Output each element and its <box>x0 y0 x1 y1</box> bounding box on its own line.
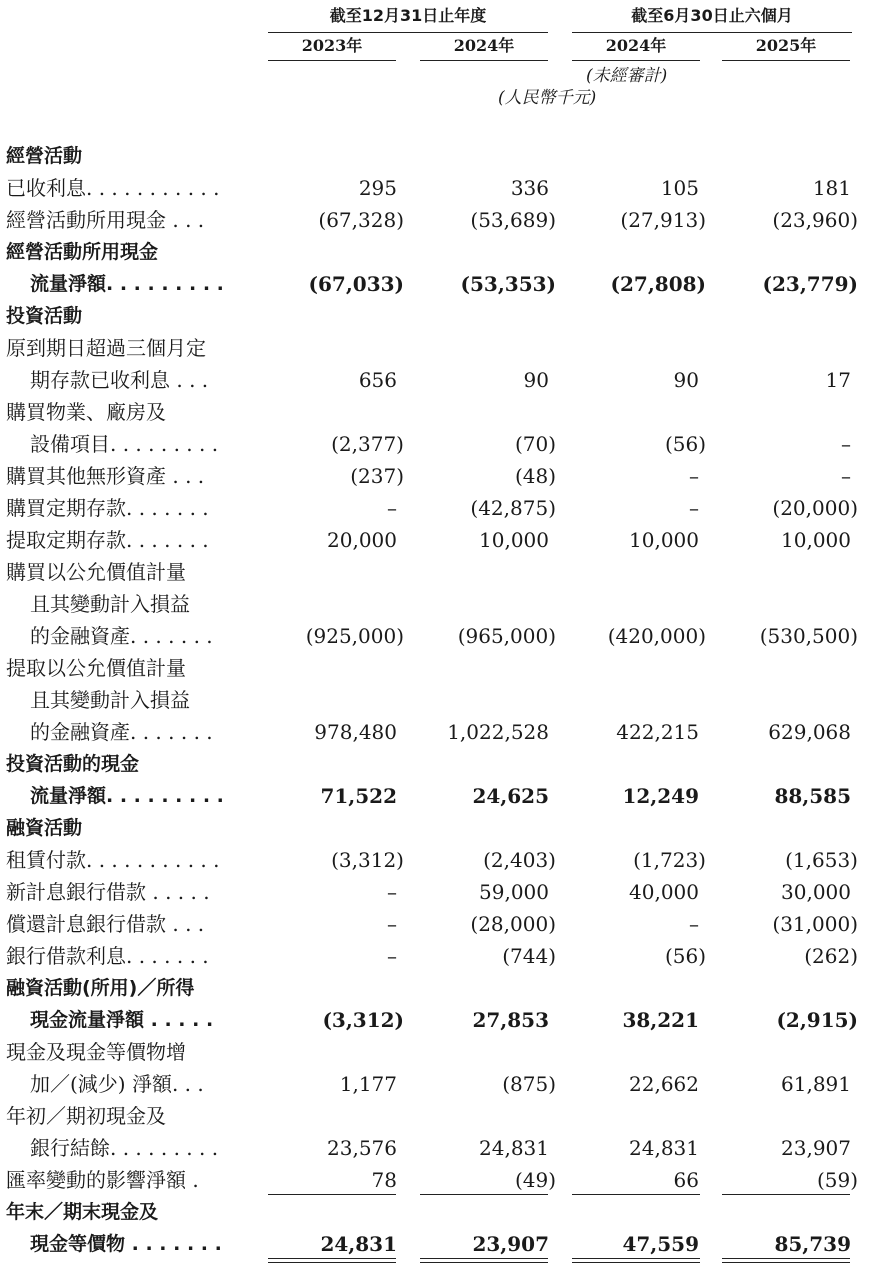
table-row <box>0 204 870 236</box>
row-label: 經營活動所用現金 . . . <box>6 208 205 232</box>
row-value-col-4: – <box>841 432 851 456</box>
row-value-col-3: 47,559 <box>622 1232 699 1256</box>
row-value-col-2: 23,907 <box>472 1232 549 1256</box>
row-value-col-1: 295 <box>358 176 397 200</box>
row-label: 新計息銀行借款 . . . . . <box>6 880 210 904</box>
row-value-col-3: 24,831 <box>629 1136 699 1160</box>
row-label: 原到期日超過三個月定 <box>6 336 206 360</box>
row-value-col-1: (925,000) <box>305 624 404 648</box>
row-label: 匯率變動的影響淨額 . <box>6 1168 199 1192</box>
row-value-col-1: 20,000 <box>327 528 397 552</box>
row-value-col-1: – <box>387 912 397 936</box>
pre-total-rule <box>420 1194 548 1195</box>
row-value-col-2: (53,353) <box>460 272 556 296</box>
row-value-col-1: – <box>387 944 397 968</box>
header-full-year: 截至12月31日止年度 <box>268 6 548 33</box>
row-label: 提取以公允價值計量 <box>6 656 186 680</box>
row-value-col-1: 78 <box>371 1168 397 1192</box>
row-value-col-4: 629,068 <box>768 720 851 744</box>
row-value-col-4: 85,739 <box>774 1232 851 1256</box>
table-row <box>0 172 870 204</box>
row-value-col-2: (965,000) <box>457 624 556 648</box>
table-row <box>0 1100 870 1132</box>
row-label: 的金融資產. . . . . . . <box>30 720 213 744</box>
row-value-col-4: 17 <box>825 368 851 392</box>
row-value-col-3: 90 <box>673 368 699 392</box>
final-double-rule <box>572 1258 700 1263</box>
row-value-col-2: 1,022,528 <box>447 720 549 744</box>
pre-total-rule <box>572 1194 700 1195</box>
row-value-col-2: 27,853 <box>472 1008 549 1032</box>
table-row <box>0 1228 870 1260</box>
row-label: 流量淨額. . . . . . . . . <box>30 273 224 295</box>
table-row <box>0 492 870 524</box>
row-value-col-3: – <box>689 912 699 936</box>
row-value-col-4: (23,960) <box>772 208 858 232</box>
table-row <box>0 1132 870 1164</box>
row-value-col-3: (56) <box>664 432 706 456</box>
table-row <box>0 588 870 620</box>
row-value-col-2: (49) <box>514 1168 556 1192</box>
row-value-col-3: 38,221 <box>622 1008 699 1032</box>
table-row <box>0 844 870 876</box>
row-value-col-2: 10,000 <box>479 528 549 552</box>
row-value-col-4: 30,000 <box>781 880 851 904</box>
row-label: 期存款已收利息 . . . <box>30 368 209 392</box>
row-value-col-4: (530,500) <box>759 624 858 648</box>
row-label: 購買其他無形資產 . . . <box>6 464 205 488</box>
unaudited-note: (未經審計) <box>586 66 668 86</box>
table-row <box>0 364 870 396</box>
table-row <box>0 1196 870 1228</box>
row-value-col-2: (42,875) <box>470 496 556 520</box>
row-value-col-3: 422,215 <box>616 720 699 744</box>
row-label: 提取定期存款. . . . . . . <box>6 528 209 552</box>
row-value-col-4: 10,000 <box>781 528 851 552</box>
table-row <box>0 652 870 684</box>
row-value-col-1: (67,033) <box>308 272 404 296</box>
row-label: 投資活動 <box>6 305 83 327</box>
table-row <box>0 972 870 1004</box>
row-value-col-4: (59) <box>816 1168 858 1192</box>
row-value-col-3: 40,000 <box>629 880 699 904</box>
table-row <box>0 1036 870 1068</box>
row-value-col-4: 61,891 <box>781 1072 851 1096</box>
table-row <box>0 300 870 332</box>
row-value-col-4: (2,915) <box>776 1008 858 1032</box>
row-value-col-2: 336 <box>510 176 549 200</box>
row-label: 購買定期存款. . . . . . . <box>6 496 209 520</box>
table-row <box>0 940 870 972</box>
table-row <box>0 460 870 492</box>
row-value-col-1: – <box>387 880 397 904</box>
row-value-col-3: 105 <box>660 176 699 200</box>
header-six-months: 截至6月30日止六個月 <box>572 6 852 33</box>
row-value-col-3: (27,913) <box>620 208 706 232</box>
table-row <box>0 620 870 652</box>
row-label: 經營活動 <box>6 145 83 167</box>
year-col-1: 2023年 <box>268 36 396 61</box>
year-col-4: 2025年 <box>722 36 850 61</box>
row-label: 現金等價物 . . . . . . . <box>30 1233 222 1255</box>
row-value-col-2: (744) <box>502 944 556 968</box>
row-value-col-3: 22,662 <box>629 1072 699 1096</box>
row-value-col-3: (1,723) <box>633 848 706 872</box>
row-value-col-4: (31,000) <box>772 912 858 936</box>
row-label: 現金流量淨額 . . . . . <box>30 1009 214 1031</box>
row-value-col-2: (70) <box>514 432 556 456</box>
row-label: 年初／期初現金及 <box>6 1104 166 1128</box>
row-value-col-1: 71,522 <box>320 784 397 808</box>
row-label: 設備項目. . . . . . . . . <box>30 432 219 456</box>
row-value-col-3: – <box>689 496 699 520</box>
row-label: 的金融資產. . . . . . . <box>30 624 213 648</box>
row-label: 融資活動 <box>6 817 83 839</box>
pre-total-rule <box>722 1194 850 1195</box>
row-label: 現金及現金等價物增 <box>6 1040 186 1064</box>
row-label: 投資活動的現金 <box>6 753 140 775</box>
row-value-col-2: 24,831 <box>479 1136 549 1160</box>
row-label: 且其變動計入損益 <box>30 688 190 712</box>
row-value-col-1: 656 <box>358 368 397 392</box>
row-value-col-2: (2,403) <box>483 848 556 872</box>
row-label: 年末／期末現金及 <box>6 1201 159 1223</box>
row-value-col-2: 59,000 <box>479 880 549 904</box>
row-value-col-3: 66 <box>673 1168 699 1192</box>
table-row <box>0 1164 870 1196</box>
row-label: 銀行結餘. . . . . . . . . <box>30 1136 219 1160</box>
row-value-col-4: 88,585 <box>774 784 851 808</box>
row-value-col-2: 90 <box>523 368 549 392</box>
row-label: 加／(減少) 淨額. . . <box>30 1072 204 1096</box>
currency-note: (人民幣千元) <box>498 88 597 108</box>
row-value-col-2: (48) <box>514 464 556 488</box>
row-value-col-3: (27,808) <box>610 272 706 296</box>
row-label: 償還計息銀行借款 . . . <box>6 912 205 936</box>
row-value-col-4: – <box>841 464 851 488</box>
year-col-3: 2024年 <box>572 36 700 61</box>
row-value-col-3: 10,000 <box>629 528 699 552</box>
table-row <box>0 524 870 556</box>
table-row <box>0 268 870 300</box>
table-row <box>0 780 870 812</box>
table-row <box>0 332 870 364</box>
row-value-col-3: (420,000) <box>607 624 706 648</box>
row-label: 租賃付款. . . . . . . . . . . <box>6 848 220 872</box>
row-value-col-4: 23,907 <box>781 1136 851 1160</box>
row-value-col-2: (28,000) <box>470 912 556 936</box>
row-label: 銀行借款利息. . . . . . . <box>6 944 209 968</box>
row-value-col-1: – <box>387 496 397 520</box>
row-label: 且其變動計入損益 <box>30 592 190 616</box>
row-value-col-1: (3,312) <box>331 848 404 872</box>
table-row <box>0 396 870 428</box>
row-value-col-1: (237) <box>350 464 404 488</box>
table-row <box>0 716 870 748</box>
final-double-rule <box>420 1258 548 1263</box>
table-row <box>0 812 870 844</box>
row-value-col-1: 24,831 <box>320 1232 397 1256</box>
table-row <box>0 876 870 908</box>
row-value-col-1: 23,576 <box>327 1136 397 1160</box>
row-value-col-4: (20,000) <box>772 496 858 520</box>
row-label: 已收利息. . . . . . . . . . . <box>6 176 220 200</box>
pre-total-rule <box>268 1194 396 1195</box>
row-value-col-4: 181 <box>812 176 851 200</box>
row-value-col-1: 978,480 <box>314 720 397 744</box>
row-label: 融資活動(所用)／所得 <box>6 977 195 999</box>
table-row <box>0 140 870 172</box>
table-row <box>0 428 870 460</box>
row-value-col-2: (875) <box>502 1072 556 1096</box>
table-row <box>0 556 870 588</box>
final-double-rule <box>268 1258 396 1263</box>
row-label: 購買物業、廠房及 <box>6 400 166 424</box>
row-value-col-3: 12,249 <box>622 784 699 808</box>
table-row <box>0 908 870 940</box>
year-col-2: 2024年 <box>420 36 548 61</box>
table-row <box>0 748 870 780</box>
row-value-col-2: (53,689) <box>470 208 556 232</box>
row-label: 經營活動所用現金 <box>6 241 159 263</box>
row-value-col-3: – <box>689 464 699 488</box>
row-value-col-1: (3,312) <box>322 1008 404 1032</box>
row-value-col-1: (67,328) <box>318 208 404 232</box>
row-value-col-2: 24,625 <box>472 784 549 808</box>
row-value-col-4: (23,779) <box>762 272 858 296</box>
row-value-col-3: (56) <box>664 944 706 968</box>
table-row <box>0 1068 870 1100</box>
row-value-col-1: 1,177 <box>339 1072 397 1096</box>
row-label: 購買以公允價值計量 <box>6 560 186 584</box>
table-row <box>0 236 870 268</box>
row-value-col-4: (1,653) <box>785 848 858 872</box>
row-label: 流量淨額. . . . . . . . . <box>30 785 224 807</box>
table-row <box>0 1004 870 1036</box>
row-value-col-1: (2,377) <box>331 432 404 456</box>
row-value-col-4: (262) <box>804 944 858 968</box>
final-double-rule <box>722 1258 850 1263</box>
table-row <box>0 684 870 716</box>
